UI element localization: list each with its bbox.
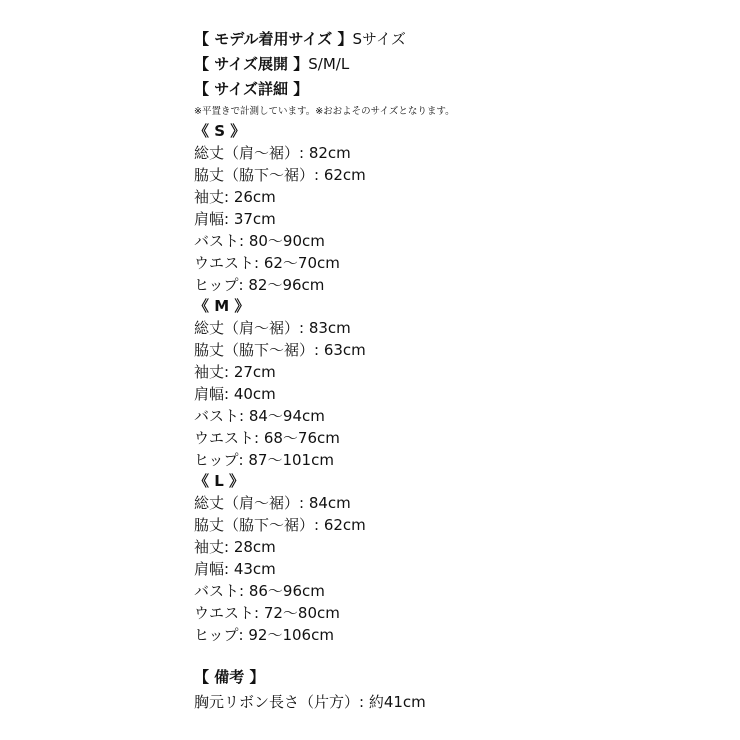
size-s-row: 脇丈（脇下〜裾）: 62cm: [194, 166, 366, 184]
measurement-note: ※平置きで計測しています。※おおよそのサイズとなります。: [194, 106, 455, 117]
size-m-row: 袖丈: 27cm: [194, 363, 276, 381]
size-m-row: ヒップ: 87〜101cm: [194, 451, 334, 469]
size-m-row: 脇丈（脇下〜裾）: 63cm: [194, 341, 366, 359]
size-range-value: S/M/L: [308, 55, 350, 73]
size-l-row: 総丈（肩〜裾）: 84cm: [194, 494, 351, 512]
size-l-row: ヒップ: 92〜106cm: [194, 626, 334, 644]
size-m-row: 総丈（肩〜裾）: 83cm: [194, 319, 351, 337]
model-size-line: [194, 30, 406, 48]
remarks-text: 胸元リボン長さ（片方）: 約41cm: [194, 693, 426, 711]
size-m-heading: 《 M 》: [194, 297, 250, 315]
size-s-row: ヒップ: 82〜96cm: [194, 276, 325, 294]
size-range-line: [194, 55, 349, 73]
size-l-row: ウエスト: 72〜80cm: [194, 604, 340, 622]
model-size-value: Sサイズ: [352, 30, 406, 48]
size-range-label: 【 サイズ展開 】: [194, 55, 309, 73]
size-l-heading: 《 L 》: [194, 472, 245, 490]
size-s-row: 袖丈: 26cm: [194, 188, 276, 206]
size-s-row: 総丈（肩〜裾）: 82cm: [194, 144, 351, 162]
size-s-heading: 《 S 》: [194, 122, 246, 140]
remarks-heading: 【 備考 】: [194, 668, 265, 686]
size-s-row: バスト: 80〜90cm: [194, 232, 325, 250]
size-m-row: バスト: 84〜94cm: [194, 407, 325, 425]
size-l-row: 肩幅: 43cm: [194, 560, 276, 578]
size-detail-heading: 【 サイズ詳細 】: [194, 80, 309, 98]
size-l-row: バスト: 86〜96cm: [194, 582, 325, 600]
size-m-row: 肩幅: 40cm: [194, 385, 276, 403]
model-size-label: 【 モデル着用サイズ 】: [194, 30, 353, 48]
size-s-row: ウエスト: 62〜70cm: [194, 254, 340, 272]
size-s-row: 肩幅: 37cm: [194, 210, 276, 228]
size-l-row: 脇丈（脇下〜裾）: 62cm: [194, 516, 366, 534]
size-l-row: 袖丈: 28cm: [194, 538, 276, 556]
size-m-row: ウエスト: 68〜76cm: [194, 429, 340, 447]
